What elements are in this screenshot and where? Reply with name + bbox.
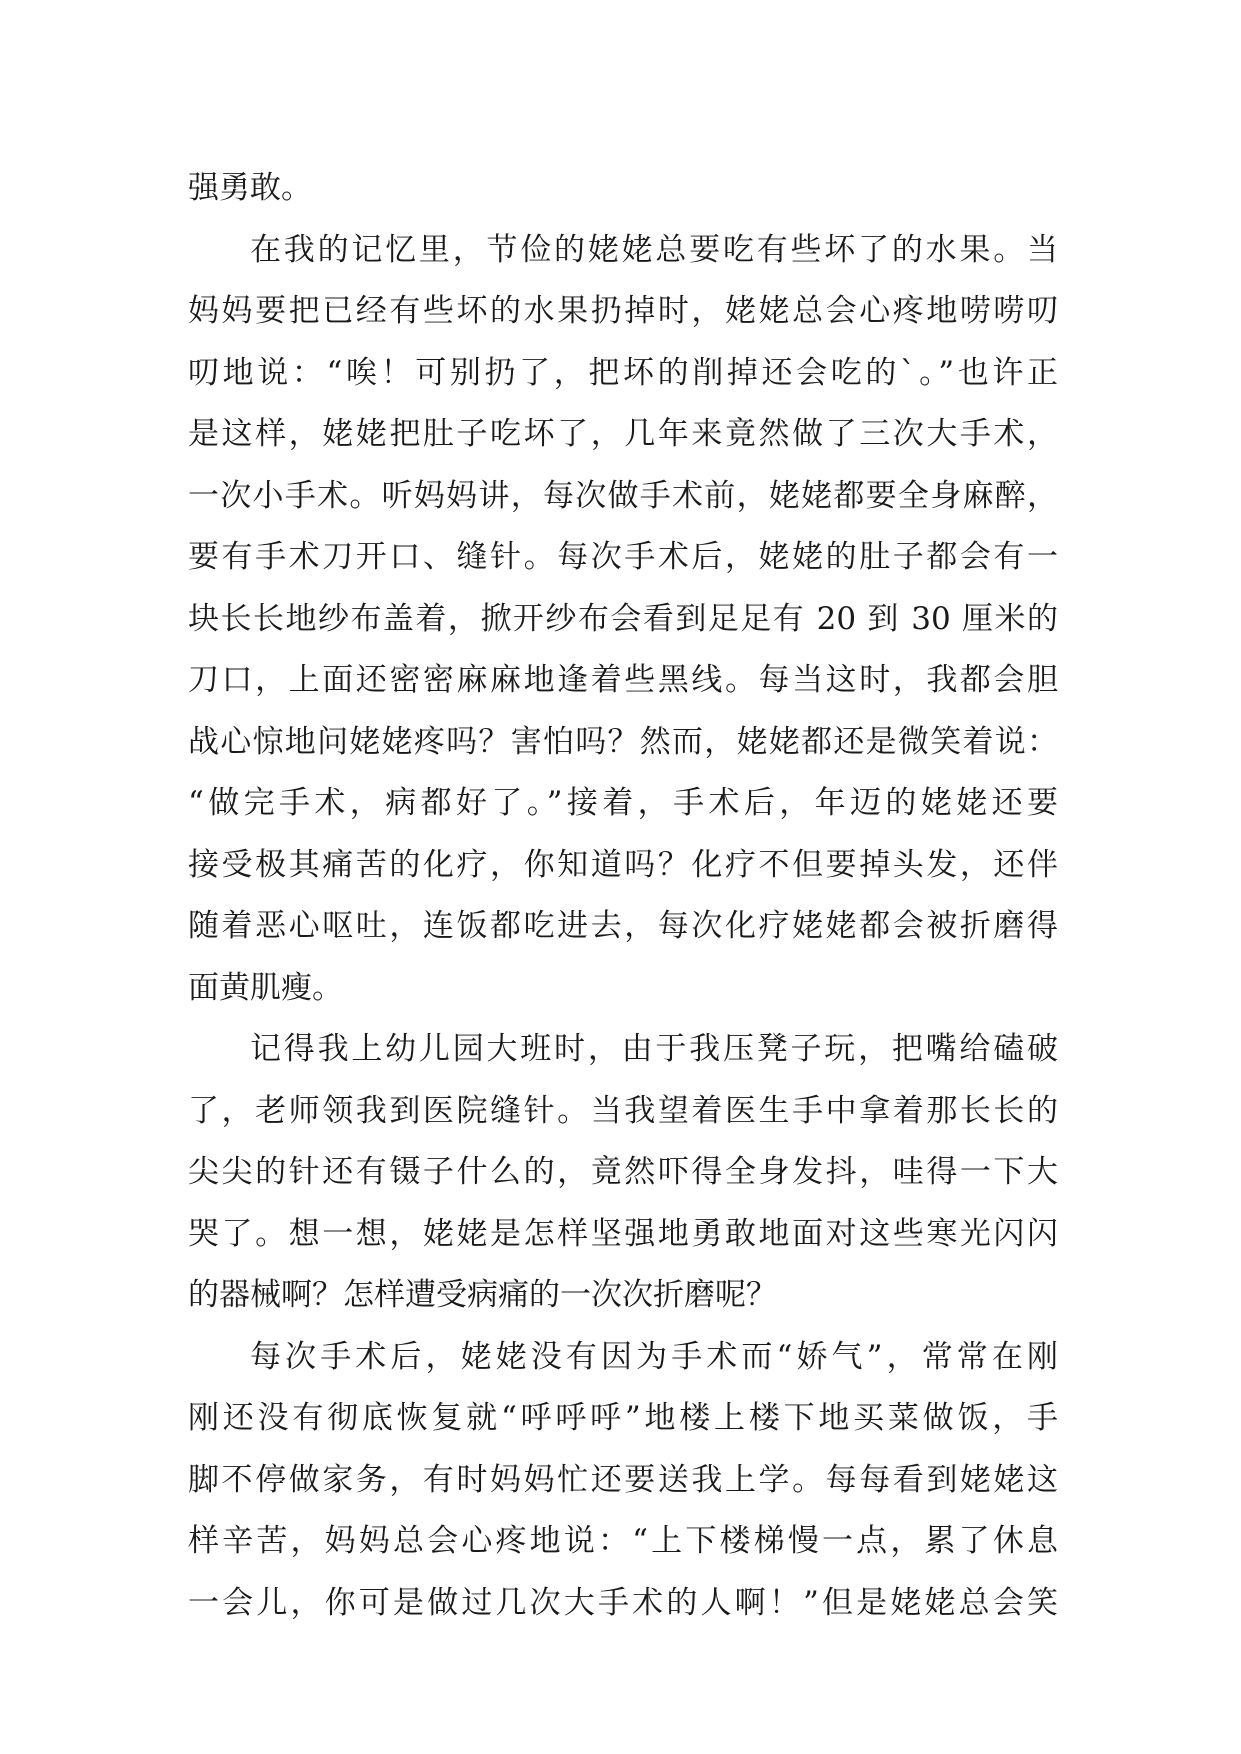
text-line: 尖尖的针还有镊子什么的，竟然吓得全身发抖，哇得一下大 xyxy=(188,1154,1058,1190)
text-line: 样辛苦，妈妈总会心疼地说：“上下楼梯慢一点，累了休息 xyxy=(188,1523,1058,1559)
text-line: 随着恶心呕吐，连饭都吃进去，每次化疗姥姥都会被折磨得 xyxy=(188,908,1058,944)
text-line: 哭了。想一想，姥姥是怎样坚强地勇敢地面对这些寒光闪闪 xyxy=(188,1215,1058,1252)
text-line: 一次小手术。听妈妈讲，每次做手术前，姥姥都要全身麻醉， xyxy=(188,477,1058,514)
text-line: 刚还没有彻底恢复就“呼呼呼”地楼上楼下地买菜做饭，手 xyxy=(188,1400,1058,1436)
text-line: 战心惊地问姥姥疼吗？害怕吗？然而，姥姥都还是微笑着说： xyxy=(188,723,1058,760)
text-line: “做完手术，病都好了。”接着，手术后，年迈的姥姥还要 xyxy=(188,785,1058,821)
body-text xyxy=(188,158,1058,1634)
text-line: 块长长地纱布盖着，掀开纱布会看到足足有 20 到 30 厘米的 xyxy=(188,600,1058,637)
text-line: 是这样，姥姥把肚子吃坏了，几年来竟然做了三次大手术， xyxy=(188,416,1058,452)
paragraph xyxy=(188,158,1058,220)
text-line: 记得我上幼儿园大班时，由于我压凳子玩，把嘴给磕破 xyxy=(250,1031,1058,1067)
text-line: 在我的记忆里，节俭的姥姥总要吃有些坏了的水果。当 xyxy=(250,231,1058,268)
paragraph xyxy=(188,220,1058,1020)
text-line: 刀口，上面还密密麻麻地逢着些黑线。每当这时，我都会胆 xyxy=(188,662,1058,698)
text-line: 要有手术刀开口、缝针。每次手术后，姥姥的肚子都会有一 xyxy=(188,539,1058,575)
text-line: 了，老师领我到医院缝针。当我望着医生手中拿着那长长的 xyxy=(188,1092,1058,1129)
paragraph xyxy=(188,1327,1058,1635)
text-line: 每次手术后，姥姥没有因为手术而“娇气”，常常在刚 xyxy=(250,1338,1058,1375)
text-line: 的器械啊？怎样遭受病痛的一次次折磨呢？ xyxy=(188,1277,777,1313)
text-line: 面黄肌瘦。 xyxy=(188,969,343,1006)
text-line: 一会儿，你可是做过几次大手术的人啊！”但是姥姥总会笑 xyxy=(188,1584,1058,1621)
text-line: 接受极其痛苦的化疗，你知道吗？化疗不但要掉头发，还伴 xyxy=(188,846,1058,883)
text-line: 妈妈要把已经有些坏的水果扔掉时，姥姥总会心疼地唠唠叨 xyxy=(188,293,1058,329)
text-line: 脚不停做家务，有时妈妈忙还要送我上学。每每看到姥姥这 xyxy=(188,1461,1058,1498)
text-line: 叨地说：“唉！可别扔了，把坏的削掉还会吃的`。”也许正 xyxy=(188,354,1058,391)
text-line: 强勇敢。 xyxy=(188,170,312,206)
paragraph xyxy=(188,1019,1058,1327)
